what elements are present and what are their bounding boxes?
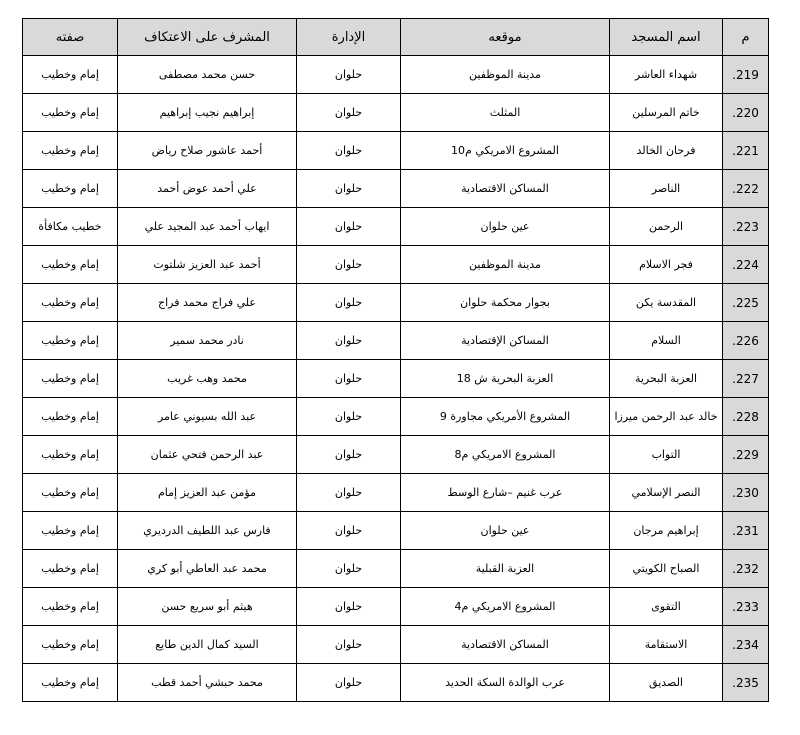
row-number: 232.: [723, 550, 769, 588]
role-cell: إمام وخطيب: [23, 132, 118, 170]
mosque-name-cell: شهداء العاشر: [610, 56, 723, 94]
administration-cell: حلوان: [297, 56, 401, 94]
mosque-name-cell: العزبة البحرية: [610, 360, 723, 398]
administration-cell: حلوان: [297, 170, 401, 208]
mosque-name-cell: السلام: [610, 322, 723, 360]
supervisor-cell: محمد حبشي أحمد قطب: [118, 664, 297, 702]
row-number: 235.: [723, 664, 769, 702]
mosque-name-cell: الرحمن: [610, 208, 723, 246]
role-cell: إمام وخطيب: [23, 474, 118, 512]
row-number: 231.: [723, 512, 769, 550]
supervisor-cell: السيد كمال الدين طايع: [118, 626, 297, 664]
role-cell: إمام وخطيب: [23, 360, 118, 398]
supervisor-cell: مؤمن عبد العزيز إمام: [118, 474, 297, 512]
supervisor-cell: أحمد عبد العزيز شلتوت: [118, 246, 297, 284]
header-role: صفته: [23, 19, 118, 56]
role-cell: إمام وخطيب: [23, 588, 118, 626]
supervisor-cell: علي أحمد عوض أحمد: [118, 170, 297, 208]
mosque-name-cell: فرحان الخالد: [610, 132, 723, 170]
mosque-name-cell: التقوى: [610, 588, 723, 626]
mosque-name-cell: النصر الإسلامي: [610, 474, 723, 512]
supervisor-cell: هيثم أبو سريع حسن: [118, 588, 297, 626]
header-supervisor: المشرف على الاعتكاف: [118, 19, 297, 56]
location-cell: المساكن الاقتصادية: [401, 170, 610, 208]
mosque-name-cell: فجر الاسلام: [610, 246, 723, 284]
location-cell: العزبة القبلية: [401, 550, 610, 588]
location-cell: عين حلوان: [401, 512, 610, 550]
supervisor-cell: ايهاب أحمد عبد المجيد علي: [118, 208, 297, 246]
table-row: [23, 94, 769, 132]
table-row: [23, 56, 769, 94]
supervisor-cell: محمد عبد العاطي أبو كري: [118, 550, 297, 588]
table-row: [23, 436, 769, 474]
document-page: [22, 18, 768, 702]
row-number: 223.: [723, 208, 769, 246]
supervisor-cell: عبد الله بسيوني عامر: [118, 398, 297, 436]
role-cell: إمام وخطيب: [23, 246, 118, 284]
table-row: [23, 512, 769, 550]
location-cell: العزبة البحرية ش 18: [401, 360, 610, 398]
table-row: [23, 360, 769, 398]
role-cell: إمام وخطيب: [23, 550, 118, 588]
mosque-table: [22, 18, 769, 702]
location-cell: عين حلوان: [401, 208, 610, 246]
row-number: 220.: [723, 94, 769, 132]
location-cell: المساكن الإقتصادية: [401, 322, 610, 360]
administration-cell: حلوان: [297, 588, 401, 626]
supervisor-cell: عبد الرحمن فتحي عثمان: [118, 436, 297, 474]
administration-cell: حلوان: [297, 132, 401, 170]
table-header-row: [23, 19, 769, 56]
row-number: 221.: [723, 132, 769, 170]
administration-cell: حلوان: [297, 436, 401, 474]
table-row: [23, 322, 769, 360]
table-row: [23, 626, 769, 664]
header-administration: الإدارة: [297, 19, 401, 56]
table-row: [23, 474, 769, 512]
mosque-name-cell: الصديق: [610, 664, 723, 702]
administration-cell: حلوان: [297, 626, 401, 664]
row-number: 234.: [723, 626, 769, 664]
table-row: [23, 170, 769, 208]
location-cell: عرب غنيم –شارع الوسط: [401, 474, 610, 512]
mosque-name-cell: الصباح الكويتي: [610, 550, 723, 588]
mosque-name-cell: إبراهيم مرجان: [610, 512, 723, 550]
supervisor-cell: أحمد عاشور صلاح رياض: [118, 132, 297, 170]
table-row: [23, 588, 769, 626]
mosque-name-cell: التواب: [610, 436, 723, 474]
supervisor-cell: إبراهيم نجيب إبراهيم: [118, 94, 297, 132]
table-row: [23, 246, 769, 284]
row-number: 229.: [723, 436, 769, 474]
supervisor-cell: فارس عبد اللطيف الدرديري: [118, 512, 297, 550]
mosque-name-cell: الناصر: [610, 170, 723, 208]
location-cell: المشروع الأمريكي مجاورة 9: [401, 398, 610, 436]
role-cell: إمام وخطيب: [23, 94, 118, 132]
row-number: 219.: [723, 56, 769, 94]
location-cell: المشروع الامريكي م10: [401, 132, 610, 170]
location-cell: عرب الوالدة السكة الحديد: [401, 664, 610, 702]
row-number: 225.: [723, 284, 769, 322]
supervisor-cell: علي فراج محمد فراج: [118, 284, 297, 322]
location-cell: مدينة الموظفين: [401, 56, 610, 94]
mosque-name-cell: خاتم المرسلين: [610, 94, 723, 132]
location-cell: المثلث: [401, 94, 610, 132]
location-cell: المشروع الامريكي م4: [401, 588, 610, 626]
administration-cell: حلوان: [297, 550, 401, 588]
administration-cell: حلوان: [297, 322, 401, 360]
role-cell: إمام وخطيب: [23, 56, 118, 94]
role-cell: إمام وخطيب: [23, 284, 118, 322]
administration-cell: حلوان: [297, 208, 401, 246]
mosque-name-cell: خالد عبد الرحمن ميرزا: [610, 398, 723, 436]
supervisor-cell: محمد وهب غريب: [118, 360, 297, 398]
table-row: [23, 132, 769, 170]
role-cell: إمام وخطيب: [23, 436, 118, 474]
row-number: 224.: [723, 246, 769, 284]
supervisor-cell: حسن محمد مصطفى: [118, 56, 297, 94]
header-mosque-name: اسم المسجد: [610, 19, 723, 56]
role-cell: إمام وخطيب: [23, 512, 118, 550]
row-number: 222.: [723, 170, 769, 208]
row-number: 228.: [723, 398, 769, 436]
role-cell: إمام وخطيب: [23, 626, 118, 664]
administration-cell: حلوان: [297, 360, 401, 398]
row-number: 226.: [723, 322, 769, 360]
role-cell: خطيب مكافأة: [23, 208, 118, 246]
administration-cell: حلوان: [297, 246, 401, 284]
administration-cell: حلوان: [297, 512, 401, 550]
table-row: [23, 664, 769, 702]
location-cell: بجوار محكمة حلوان: [401, 284, 610, 322]
row-number: 230.: [723, 474, 769, 512]
row-number: 227.: [723, 360, 769, 398]
role-cell: إمام وخطيب: [23, 664, 118, 702]
administration-cell: حلوان: [297, 94, 401, 132]
location-cell: المشروع الامريكي م8: [401, 436, 610, 474]
role-cell: إمام وخطيب: [23, 170, 118, 208]
table-row: [23, 398, 769, 436]
location-cell: مدينة الموظفين: [401, 246, 610, 284]
row-number: 233.: [723, 588, 769, 626]
header-num: م: [723, 19, 769, 56]
administration-cell: حلوان: [297, 398, 401, 436]
table-row: [23, 208, 769, 246]
location-cell: المساكن الاقتصادية: [401, 626, 610, 664]
table-row: [23, 550, 769, 588]
administration-cell: حلوان: [297, 664, 401, 702]
table-body: [23, 56, 769, 702]
header-location: موقعه: [401, 19, 610, 56]
supervisor-cell: نادر محمد سمير: [118, 322, 297, 360]
administration-cell: حلوان: [297, 474, 401, 512]
table-row: [23, 284, 769, 322]
mosque-name-cell: الاستقامة: [610, 626, 723, 664]
role-cell: إمام وخطيب: [23, 398, 118, 436]
administration-cell: حلوان: [297, 284, 401, 322]
role-cell: إمام وخطيب: [23, 322, 118, 360]
mosque-name-cell: المقدسة يكن: [610, 284, 723, 322]
